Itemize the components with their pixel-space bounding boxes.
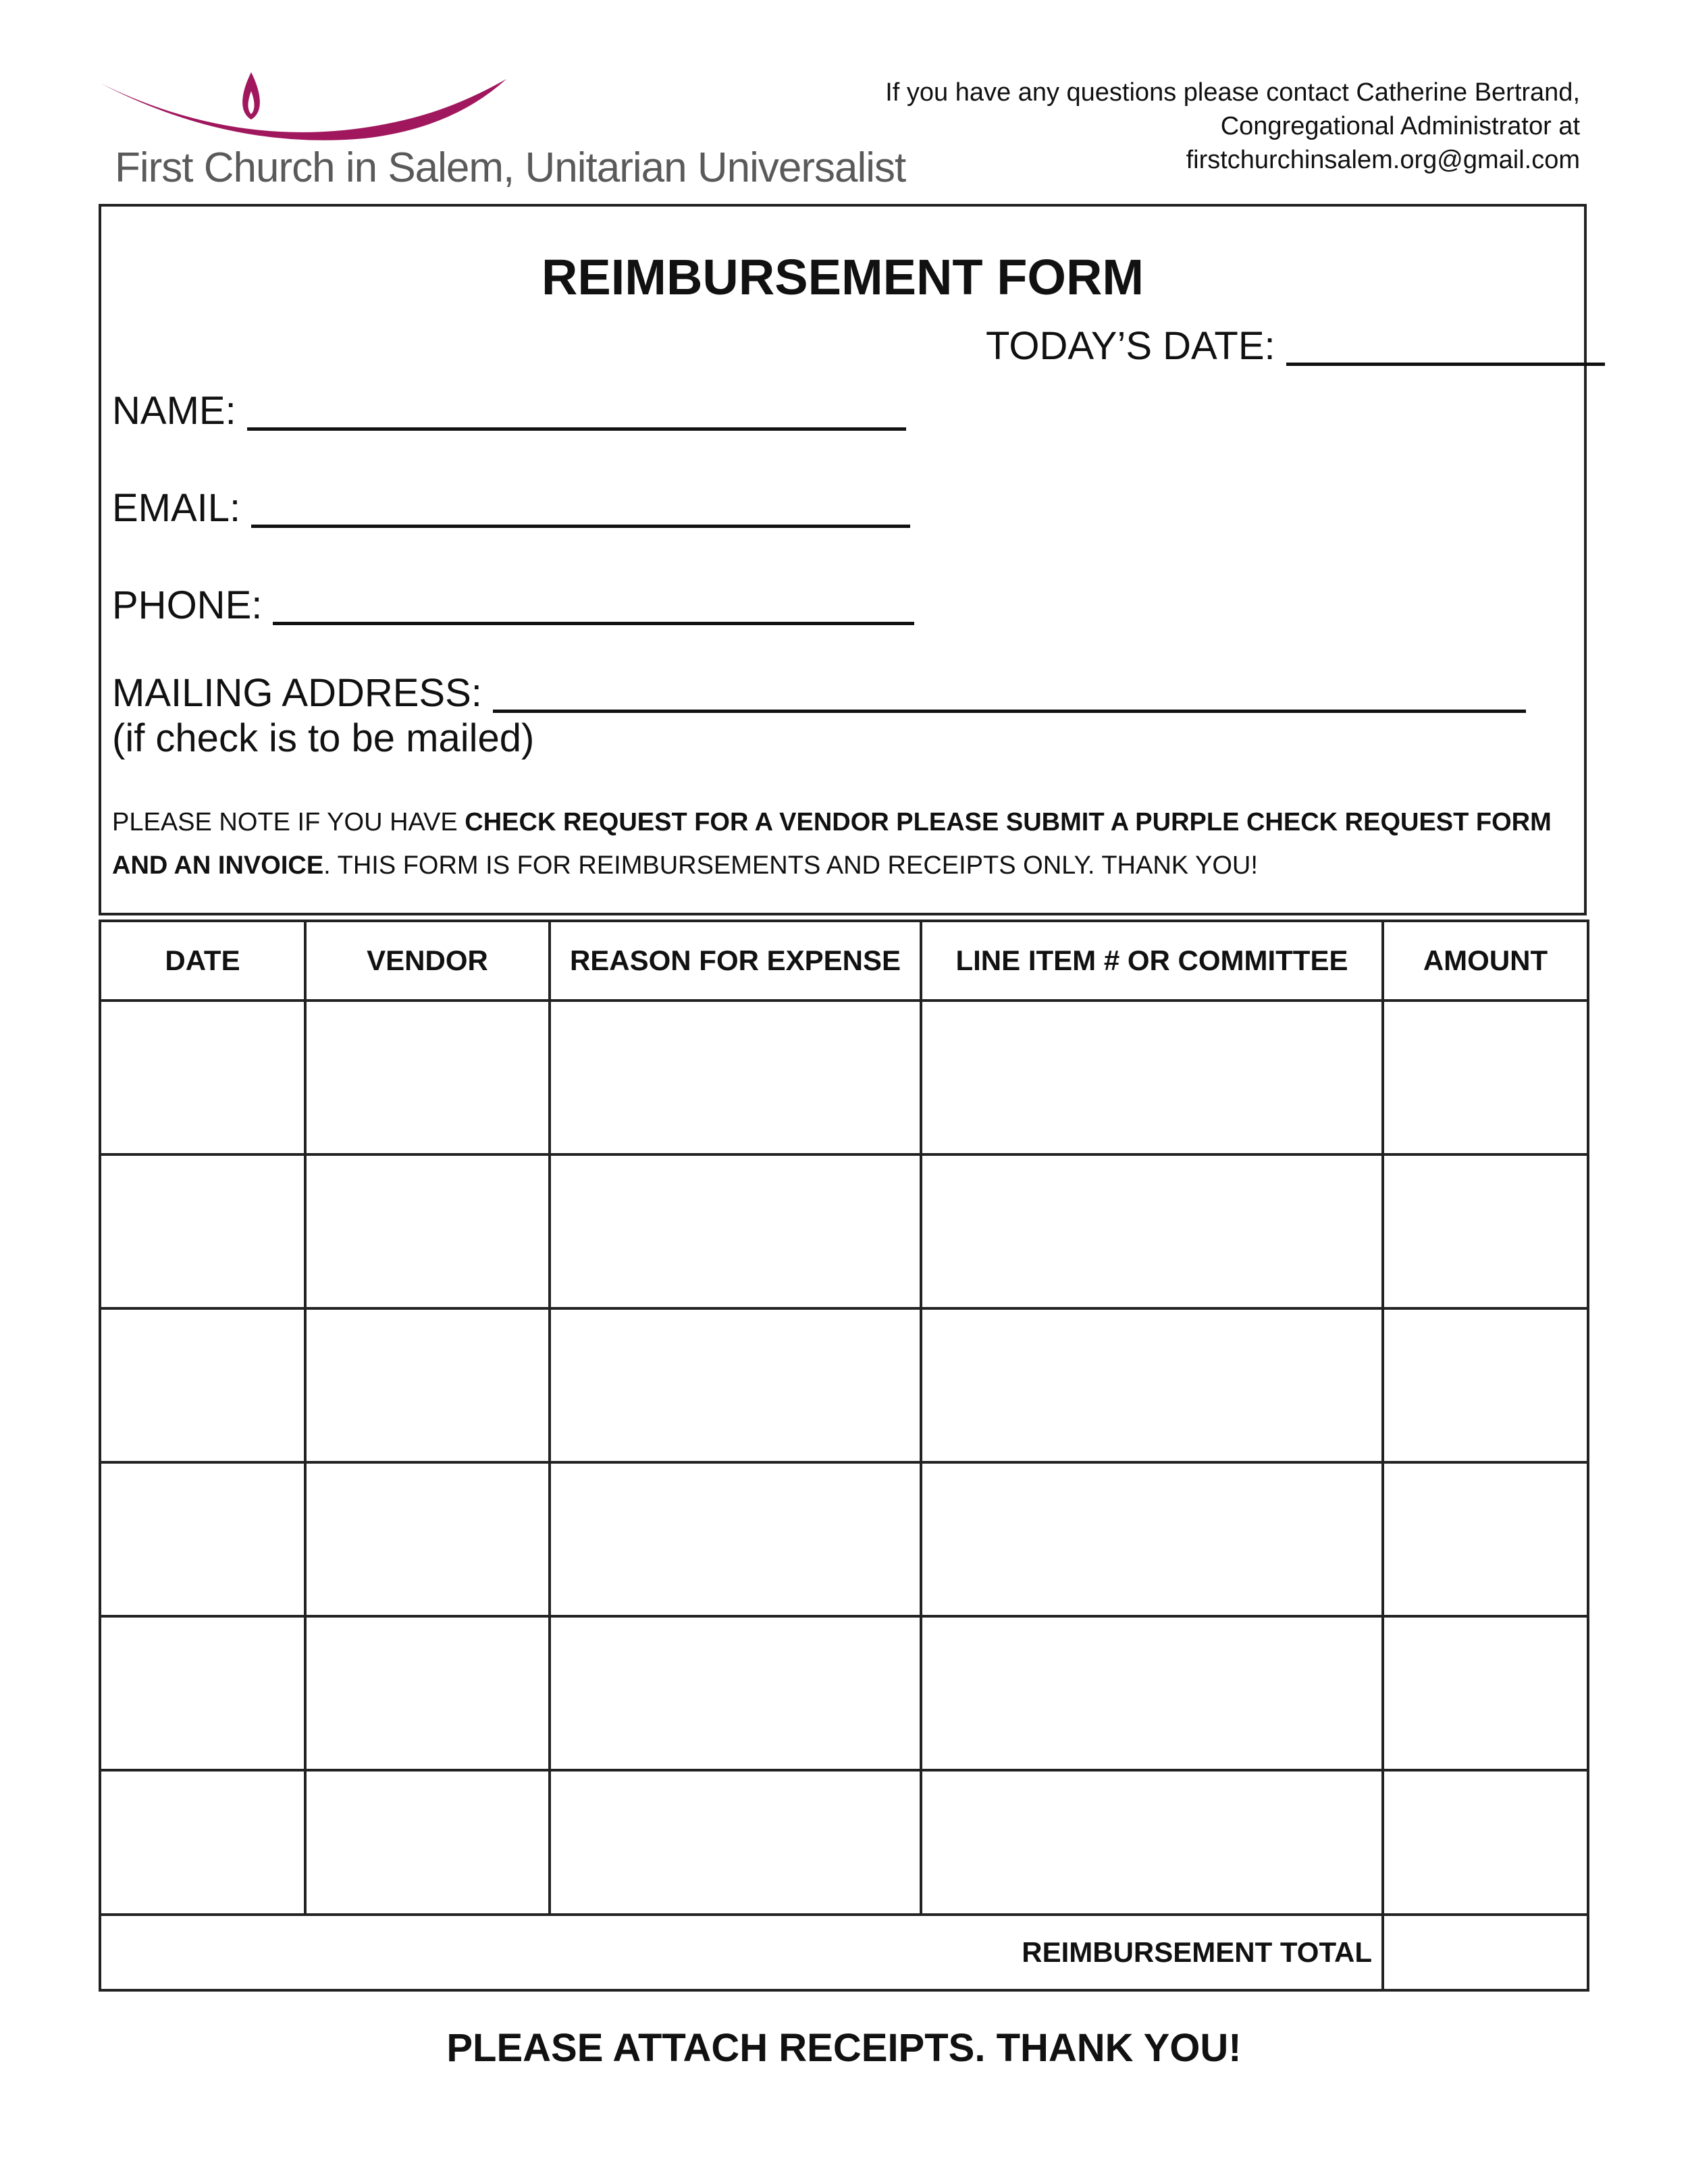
reason-cell[interactable] [550,1770,921,1915]
email-field[interactable] [112,486,910,530]
form-title: REIMBURSEMENT FORM [541,249,1144,305]
email-line[interactable] [251,518,910,528]
mailing-address-label: MAILING ADDRESS: [112,671,482,715]
column-header-date: DATE [100,921,305,1001]
footer-message: PLEASE ATTACH RECEIPTS. THANK YOU! [446,2026,1242,2070]
note-bold-text: CHECK REQUEST FOR A VENDOR PLEASE SUBMIT A PURPLE CHECK REQUEST FORM AND AN INVOICE [112,808,1552,880]
table-row [100,1616,1588,1770]
contact-email: firstchurchinsalem.org@gmail.com [1186,146,1580,174]
vendor-note [112,801,1577,887]
reason-cell[interactable] [550,1001,921,1154]
contact-info [803,76,1580,177]
line-item-cell[interactable] [921,1616,1383,1770]
line-item-cell[interactable] [921,1308,1383,1462]
vendor-cell[interactable] [305,1462,550,1616]
amount-cell[interactable] [1383,1001,1588,1154]
total-row [100,1915,1588,1990]
reason-cell[interactable] [550,1462,921,1616]
vendor-cell[interactable] [305,1616,550,1770]
church-logo [95,64,906,199]
vendor-cell[interactable] [305,1770,550,1915]
date-cell[interactable] [100,1308,305,1462]
table-header-row [100,921,1588,1001]
vendor-cell[interactable] [305,1308,550,1462]
mailing-address-hint: (if check is to be mailed) [112,716,535,760]
phone-label: PHONE: [112,583,263,627]
reason-cell[interactable] [550,1154,921,1308]
reason-cell[interactable] [550,1308,921,1462]
expense-table [99,920,1589,1992]
table-row [100,1462,1588,1616]
table-row [100,1001,1588,1154]
name-line[interactable] [247,421,906,431]
table-row [100,1308,1588,1462]
vendor-cell[interactable] [305,1154,550,1308]
reason-cell[interactable] [550,1616,921,1770]
note-text-end: . THIS FORM IS FOR REIMBURSEMENTS AND RECEIPTS ONLY. THANK YOU! [323,851,1258,880]
column-header-line-item: LINE ITEM # OR COMMITTEE [921,921,1383,1001]
column-header-amount: AMOUNT [1383,921,1588,1001]
todays-date-label: TODAY’S DATE: [986,324,1275,368]
phone-field[interactable] [112,583,914,627]
mailing-address-line[interactable] [493,703,1526,713]
email-label: EMAIL: [112,486,241,530]
line-item-cell[interactable] [921,1462,1383,1616]
amount-cell[interactable] [1383,1308,1588,1462]
contact-line: Congregational Administrator at [1220,112,1580,140]
date-cell[interactable] [100,1001,305,1154]
date-cell[interactable] [100,1462,305,1616]
org-name: First Church in Salem, Unitarian Universalist [115,144,906,191]
form-details-box [99,204,1587,915]
name-label: NAME: [112,389,236,433]
chalice-flame-icon [95,64,702,145]
date-cell[interactable] [100,1770,305,1915]
date-cell[interactable] [100,1616,305,1770]
phone-line[interactable] [273,615,914,625]
name-field[interactable] [112,389,906,433]
reimbursement-total-label: REIMBURSEMENT TOTAL [100,1915,1383,1990]
vendor-cell[interactable] [305,1001,550,1154]
line-item-cell[interactable] [921,1001,1383,1154]
column-header-vendor: VENDOR [305,921,550,1001]
reimbursement-total-cell[interactable] [1383,1915,1588,1990]
column-header-reason: REASON FOR EXPENSE [550,921,921,1001]
line-item-cell[interactable] [921,1154,1383,1308]
date-cell[interactable] [100,1154,305,1308]
todays-date-line[interactable] [1286,356,1605,366]
todays-date-field[interactable] [986,324,1605,368]
contact-line: If you have any questions please contact Catherine Bertrand, [885,78,1580,107]
amount-cell[interactable] [1383,1462,1588,1616]
amount-cell[interactable] [1383,1770,1588,1915]
note-text: PLEASE NOTE IF YOU HAVE [112,808,465,836]
mailing-address-field[interactable] [112,671,1526,715]
table-row [100,1154,1588,1308]
table-row [100,1770,1588,1915]
amount-cell[interactable] [1383,1616,1588,1770]
amount-cell[interactable] [1383,1154,1588,1308]
line-item-cell[interactable] [921,1770,1383,1915]
